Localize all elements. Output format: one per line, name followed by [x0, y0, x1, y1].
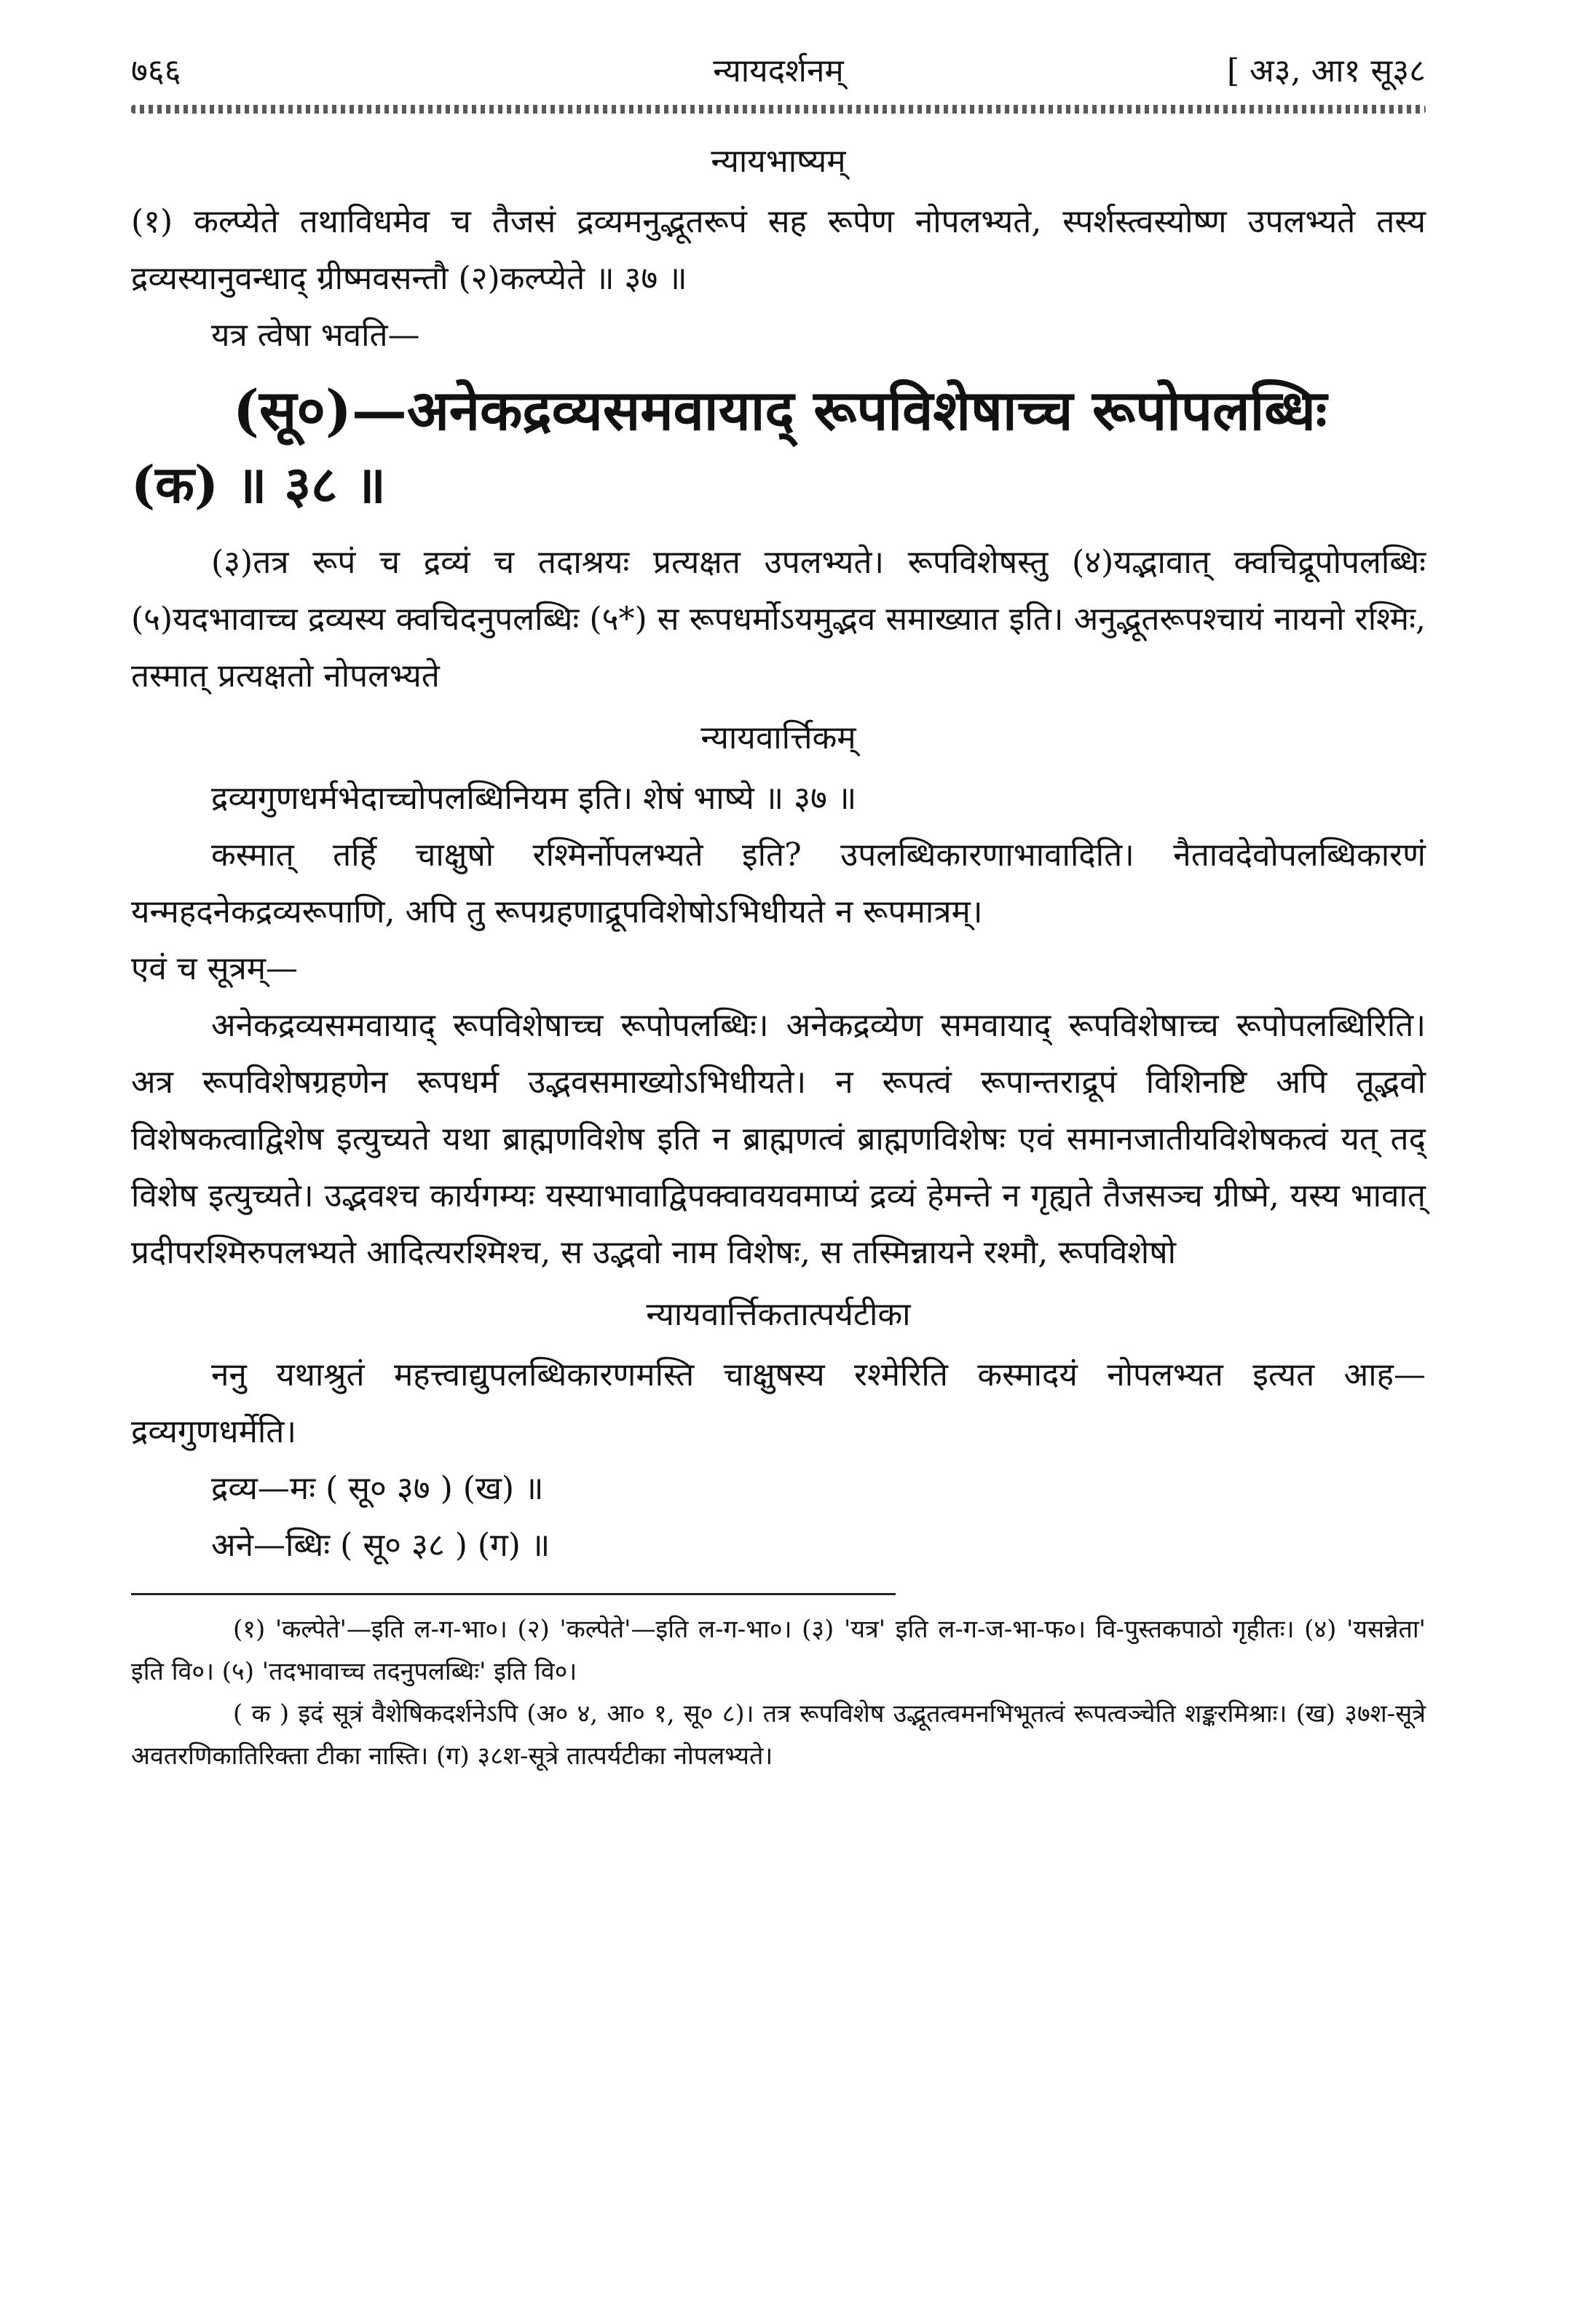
header-divider — [131, 105, 1426, 114]
footnote-2: ( क ) इदं सूत्रं वैशेषिकदर्शनेऽपि (अ० ४, आ० १, सू० ८)। तत्र रूपविशेष उद्भूतत्वमनभिभूतत्वं रूपत्वञ्चेति शङ्करमिश्राः। (ख) ३७श-सूत्रे अवतरणिकातिरिक्ता टीका नास्ति। (ग) ३८श-सूत्रे तात्पर्यटीका नोपलभ्यते। — [131, 1699, 1426, 1771]
vartika-para-4: अनेकद्रव्यसमवायाद् रूपविशेषाच्च रूपोपलब्धिः। अनेकद्रव्येण समवायाद् रूपविशेषाच्च रूपोपलब्धिरिति। अत्र रूपविशेषग्रहणेन रूपधर्म उद्भवसमाख्योऽभिधीयते। न रूपत्वं रूपान्तराद्रूपं विशिनष्टि अपि तूद्भवो विशेषकत्वाद्विशेष इत्युच्यते यथा ब्राह्मणविशेष इति न ब्राह्मणत्वं ब्राह्मणविशेषः एवं समानजातीयविशेषकत्वं यत् तद् विशेष इत्युच्यते। उद्भवश्च कार्यगम्यः यस्याभावाद्विपक्वावयवमाप्यं द्रव्यं हेमन्ते न गृह्यते तैजसञ्च ग्रीष्मे, यस्य भावात् प्रदीपरश्मिरुपलभ्यते आदित्यरश्मिश्च, स उद्भवो नाम विशेषः, स तस्मिन्नायने रश्मौ, रूपविशेषो — [131, 1007, 1426, 1271]
page-body — [131, 128, 1426, 1777]
running-title: न्यायदर्शनम् — [713, 52, 844, 90]
sutra-main: (सू०)—अनेकद्रव्यसमवायाद् रूपविशेषाच्च रूपोपलब्धिः — [233, 378, 1327, 443]
vartika-para-2: कस्मात् तर्हि चाक्षुषो रश्मिर्नोपलभ्यते इति? उपलब्धिकारणाभावादिति। नैतावदेवोपलब्धिकारणं यन्महदनेकद्रव्यरूपाणि, अपि तु रूपग्रहणाद्रूपविशेषोऽभिधीयते न रूपमात्रम्। — [131, 837, 1426, 930]
tika-line-1: द्रव्य—मः ( सू० ३७ ) (ख) ॥ — [211, 1470, 544, 1507]
tika-para-1: ननु यथाश्रुतं महत्त्वाद्युपलब्धिकारणमस्ति चाक्षुषस्य रश्मेरिति कस्मादयं नोपलभ्यत इत्यत आह—द्रव्यगुणधर्मेति। — [131, 1356, 1426, 1450]
bhashya-para-2: (३)तत्र रूपं च द्रव्यं च तदाश्रयः प्रत्यक्षत उपलभ्यते। रूपविशेषस्तु (४)यद्भावात् क्वचिद्रूपोपलब्धिः (५)यदभावाच्च द्रव्यस्य क्वचिदनुपलब्धिः (५*) स रूपधर्मोऽयमुद्भव समाख्यात इति। अनुद्भूतरूपश्चायं नायनो रश्मिः, तस्मात् प्रत्यक्षतो नोपलभ्यते — [131, 544, 1426, 695]
page-number: ७६६ — [131, 52, 181, 90]
bhashya-title: न्यायभाष्यम् — [711, 143, 846, 180]
footnotes — [131, 1608, 1426, 1777]
sutra-tail: (क) ॥ ३८ ॥ — [131, 454, 386, 515]
vartika-para-3: एवं च सूत्रम्— — [131, 950, 299, 987]
bhashya-para-1: (१) कल्प्येते तथाविधमेव च तैजसं द्रव्यमनुद्भूतरूपं सह रूपेण नोपलभ्यते, स्पर्शस्त्वस्योष्ण उपलभ्यते तस्य द्रव्यस्यानुवन्धाद् ग्रीष्मवसन्तौ (२)कल्प्येते ॥ ३७ ॥ — [131, 203, 1426, 297]
tika-line-2: अने—ब्धिः ( सू० ३८ ) (ग) ॥ — [211, 1527, 550, 1564]
bhashya-intro: यत्र त्वेषा भवति— — [211, 317, 420, 354]
vartika-title: न्यायवार्त्तिकम् — [700, 719, 856, 756]
footnote-divider — [131, 1593, 896, 1595]
footnote-1: (१) 'कल्पेते'—इति ल-ग-भा०। (२) 'कल्पेते'—इति ल-ग-भा०। (३) 'यत्र' इति ल-ग-ज-भा-फ०। वि-पुस्तकपाठो गृहीतः। (४) 'यसन्नेता' इति वि०। (५) 'तदभावाच्च तदनुपलब्धिः' इति वि०। — [131, 1615, 1426, 1686]
section-reference: [ अ३, आ१ सू३८ — [1227, 52, 1426, 90]
tika-title: न्यायवार्त्तिकतात्पर्यटीका — [646, 1296, 911, 1333]
page-header — [131, 42, 1426, 100]
vartika-para-1: द्रव्यगुणधर्मभेदाच्चोपलब्धिनियम इति। शेषं भाष्ये ॥ ३७ ॥ — [211, 780, 857, 817]
